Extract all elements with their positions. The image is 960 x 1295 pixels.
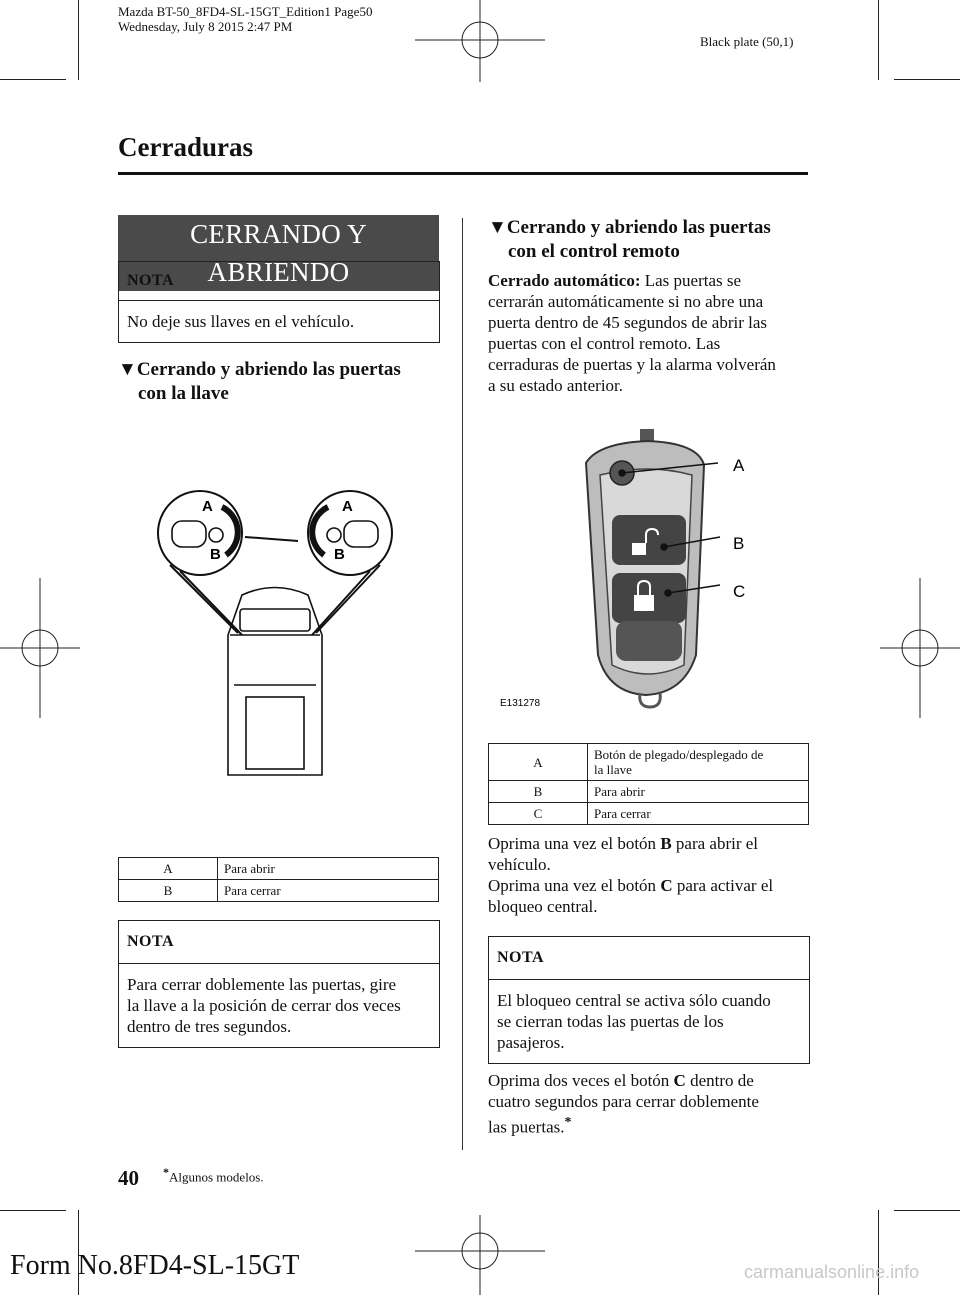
asterisk-footnote-icon: * bbox=[564, 1115, 572, 1130]
header-rule bbox=[118, 172, 808, 175]
note-box-double-lock bbox=[118, 920, 440, 1048]
table-row: B Para abrir bbox=[489, 781, 809, 803]
registration-mark-right bbox=[880, 578, 960, 718]
section-heading-line2: con el control remoto bbox=[508, 241, 680, 262]
double-lock-paragraph: Oprima dos veces el botón C dentro de cuatro segundos para cerrar doblemente las puertas.* bbox=[488, 1071, 759, 1137]
legend-table-remote bbox=[488, 743, 809, 825]
table-row: B Para cerrar bbox=[119, 880, 439, 902]
note-text: El bloqueo central se activa sólo cuando se cierran todas las puertas de los pasajeros. bbox=[497, 991, 771, 1052]
column-divider bbox=[462, 218, 463, 1150]
chapter-title: Cerraduras bbox=[118, 132, 253, 162]
registration-mark-bottom bbox=[415, 1215, 545, 1295]
auto-lock-label: Cerrado automático: bbox=[488, 271, 641, 290]
legend-table-key bbox=[118, 857, 439, 902]
table-row: C Para cerrar bbox=[489, 803, 809, 825]
registration-mark-top bbox=[415, 0, 545, 82]
table-row: A Botón de plegado/desplegado de la llave bbox=[489, 744, 809, 781]
key-lock-illustration bbox=[150, 485, 410, 785]
print-meta-line2: Wednesday, July 8 2015 2:47 PM bbox=[118, 19, 293, 34]
note-box-central-lock bbox=[488, 936, 810, 1064]
open-padlock-icon bbox=[632, 543, 646, 555]
figure-code: E131278 bbox=[500, 698, 541, 709]
page-number: 40 bbox=[118, 1166, 139, 1190]
figure-label-a: A bbox=[202, 498, 213, 515]
section-heading-key bbox=[118, 358, 448, 406]
figure-label-c: C bbox=[733, 582, 746, 601]
closed-padlock-icon bbox=[634, 595, 654, 611]
left-door-callout bbox=[158, 491, 242, 575]
registration-mark-left bbox=[0, 578, 80, 718]
auto-lock-paragraph: Cerrado automático: Las puertas se cerrarán automáticamente si no abre una puerta dentro de 45 segundos de abrir las puertas con el control remoto. Las cerraduras de puertas y la alarma volverán a su estado anterior. bbox=[488, 271, 776, 395]
triangle-marker-icon: ▼ bbox=[118, 359, 137, 380]
section-heading-remote bbox=[488, 216, 818, 264]
note-text: No deje sus llaves en el vehículo. bbox=[127, 312, 355, 331]
note-text: Para cerrar doblemente las puertas, gire la llave a la posición de cerrar dos veces dentro de tres segundos. bbox=[127, 975, 401, 1036]
note-box-keys bbox=[118, 261, 440, 343]
panic-button bbox=[616, 621, 682, 661]
figure-label-a: A bbox=[733, 456, 745, 475]
section-heading-line1: Cerrando y abriendo las puertas bbox=[136, 359, 401, 380]
note-heading: NOTA bbox=[489, 937, 809, 980]
print-meta-line1: Mazda BT-50_8FD4-SL-15GT_Edition1 Page50 bbox=[118, 4, 373, 19]
black-plate: Black plate (50,1) bbox=[700, 34, 794, 49]
note-heading: NOTA bbox=[119, 262, 439, 301]
table-row: A Para abrir bbox=[119, 858, 439, 880]
figure-label-b: B bbox=[334, 546, 345, 563]
section-banner: CERRANDO Y ABRIENDO bbox=[118, 215, 439, 291]
figure-label-b: B bbox=[733, 534, 745, 553]
unlock-paragraph: Oprima una vez el botón B para abrir el vehículo. Oprima una vez el botón C para activar el bloqueo central. bbox=[488, 834, 774, 916]
figure-label-a: A bbox=[342, 498, 353, 515]
triangle-marker-icon: ▼ bbox=[488, 217, 507, 238]
footnote: *Algunos modelos. bbox=[163, 1165, 264, 1185]
note-heading: NOTA bbox=[119, 921, 439, 964]
unlock-button bbox=[612, 515, 686, 565]
figure-label-b: B bbox=[210, 546, 221, 563]
asterisk-footnote-icon: * bbox=[163, 1165, 169, 1179]
truck-top-view bbox=[228, 588, 322, 776]
section-heading-line2: con la llave bbox=[138, 383, 229, 404]
remote-key-illustration bbox=[488, 425, 808, 725]
print-meta bbox=[118, 4, 372, 34]
section-heading-line1: Cerrando y abriendo las puertas bbox=[506, 217, 771, 238]
form-number: Form No.8FD4-SL-15GT bbox=[10, 1250, 300, 1281]
watermark: carmanualsonline.info bbox=[744, 1262, 920, 1282]
